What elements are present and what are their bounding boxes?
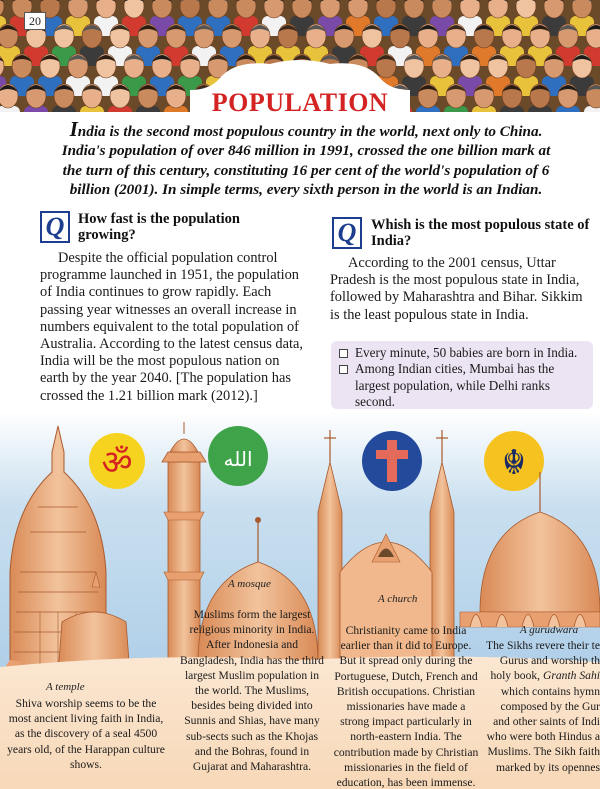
fact-box bbox=[331, 341, 593, 409]
temple-text: Shiva worship seems to be the most ancient living faith in India, as the discovery of a seal 4500 years old, of the Harappan culture shows. bbox=[7, 697, 165, 771]
khanda-symbol-icon bbox=[484, 431, 544, 491]
intro-paragraph bbox=[56, 117, 556, 200]
om-symbol-icon bbox=[89, 433, 145, 489]
cross-symbol-icon bbox=[362, 431, 422, 491]
question-icon: Q bbox=[332, 217, 362, 249]
fact-item: Every minute, 50 babies are born in India. bbox=[339, 345, 585, 361]
svg-text:ॐ: ॐ bbox=[101, 443, 133, 483]
q2-heading: Whish is the most populous state of India? bbox=[371, 217, 590, 249]
allah-symbol-icon bbox=[208, 426, 268, 486]
q2-answer-text: According to the 2001 census, Uttar Pradesh is the most populous state in India, followed by Maharashtra and Bihar. Sikkim is the least populous state in India. bbox=[330, 255, 583, 323]
church-caption: A church bbox=[378, 593, 418, 605]
temple-caption: A temple bbox=[46, 681, 85, 693]
q1-answer bbox=[40, 250, 308, 405]
church-text: Christianity came to India earlier than it did to Europe. But it spread only during the Portuguese, Dutch, French and British occupations. Christian missionaries have made a strong impact particularly in north-eastern India. The contribution made by Christian missionaries in the field of education, has been immense. bbox=[333, 624, 479, 789]
page-number: 20 bbox=[24, 12, 46, 30]
fact-item: Among Indian cities, Mumbai has the largest population, while Delhi ranks second. bbox=[339, 361, 585, 410]
question-icon: Q bbox=[40, 211, 70, 243]
intro-text: ndia is the second most populous country in the world, next only to China. India's population of over 846 million in 1991, crossed the one billion mark at the turn of this century, constituting 16 per cent of the world's population of 6 billion (2001). In simple terms, every sixth person in the world is an Indian. bbox=[61, 123, 551, 199]
checkbox-bullet-icon bbox=[339, 365, 348, 374]
q1-answer-text: Despite the official population control programme launched in 1951, the population of India continues to grow rapidly. Each passing year witnesses an overall increase in numbers equivalent to the total population of Australia. According to the latest census data, India will be the most populous nation on earth by the year 2040. [The population has crossed the 1.21 billion mark (2012).] bbox=[40, 250, 303, 404]
intro-drop-cap: I bbox=[69, 117, 78, 141]
gurudwara-caption: A gurudwara bbox=[520, 624, 579, 636]
svg-text:☬: ☬ bbox=[501, 443, 527, 483]
mosque-text: Muslims form the largest religious minority in India. After Indonesia and Bangladesh, India has the third largest Muslim population in the world. The Muslims, besides being divided into Sunnis and Shias, have many sub-sects such as the Khojas and the Bohras, found in Gujarat and Maharashtra. bbox=[180, 608, 324, 774]
svg-text:الله: الله bbox=[223, 447, 253, 471]
page-title: POPULATION bbox=[211, 88, 389, 117]
checkbox-bullet-icon bbox=[339, 349, 348, 358]
gurudwara-text: The Sikhs revere their te Gurus and worship th holy book, Granth Sahi which contains hymn composed by the Gur and other saints of Indi who were both Hindus a Muslims. The Sikh faith marked by its opennes bbox=[486, 639, 600, 774]
mosque-caption: A mosque bbox=[228, 578, 271, 590]
q1-heading: How fast is the population growing? bbox=[78, 211, 240, 243]
q2-answer bbox=[330, 255, 592, 324]
